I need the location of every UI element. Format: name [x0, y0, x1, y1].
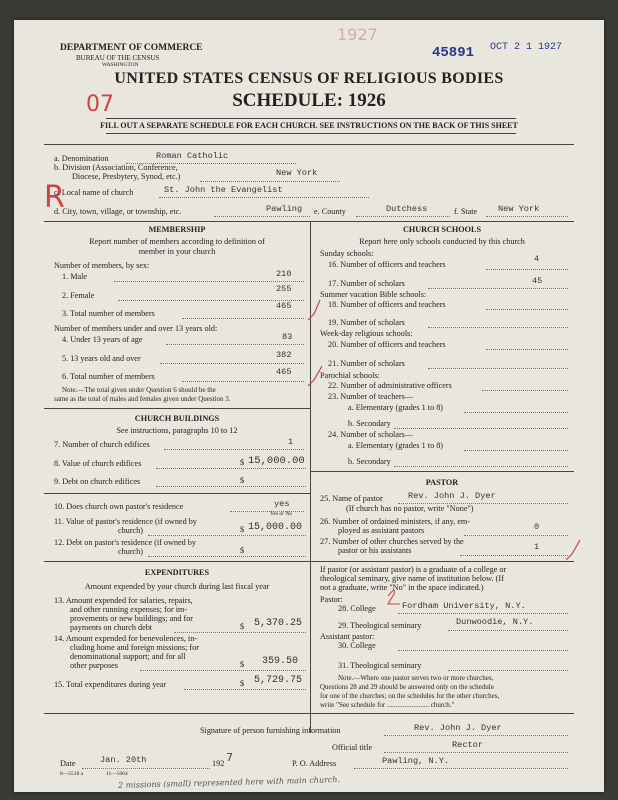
stamp-date: OCT 2 1 1927 [490, 42, 563, 53]
q20-label: 20. Number of officers and teachers [328, 340, 446, 349]
q24a-label: a. Elementary (grades 1 to 8) [348, 441, 444, 450]
buildings-heading: CHURCH BUILDINGS [134, 414, 220, 423]
pastor-note-3: for one of the churches; on the schedules for the other churches, [320, 692, 500, 700]
membership-intro-1: Report number of members according to definition of [89, 237, 265, 246]
q1-label: 1. Male [62, 272, 88, 281]
q29-seminary: Dunwoodie, N.Y. [456, 617, 534, 627]
membership-heading: MEMBERSHIP [148, 225, 206, 234]
church-name-value: St. John the Evangelist [164, 185, 283, 195]
q19-label: 19. Number of scholars [328, 318, 405, 327]
q5-13-and-over: 382 [276, 350, 292, 360]
q12-label: 12. Debt on pastor's residence (if owned by [54, 538, 196, 547]
q11-value: 15,000.00 [248, 522, 303, 533]
q16-label: 16. Number of officers and teachers [328, 260, 446, 269]
q8-value: 15,000.00 [248, 455, 305, 467]
date-year: 192 [212, 759, 225, 768]
pen-marks [14, 20, 604, 792]
q1-male: 210 [276, 269, 292, 279]
summer-label: Summer vacation Bible schools: [320, 290, 427, 299]
stamp-number: 45891 [432, 45, 475, 61]
denomination-label: a. Denomination [54, 154, 109, 163]
q22-label: 22. Number of administrative officers [328, 381, 452, 390]
q13-line-2: and other running expenses; for im- [70, 605, 188, 614]
division-value: New York [276, 168, 318, 178]
division-label: b. Division (Association, Conference, [54, 163, 178, 172]
q14-line-4: other purposes [70, 661, 118, 670]
q26-line-2: ployed as assistant pastors [338, 526, 425, 535]
q2-female: 255 [276, 284, 292, 294]
q25-note: (If church has no pastor, write "None") [346, 504, 474, 513]
county-value: Dutchess [386, 204, 428, 214]
q17-label: 17. Number of scholars [328, 279, 405, 288]
college-note-1: If pastor (or assistant pastor) is a graduate of a college or [320, 565, 507, 574]
q24-label: 24. Number of scholars— [328, 430, 414, 439]
census-schedule-form [14, 20, 604, 792]
denomination-value: Roman Catholic [156, 151, 229, 161]
q6-label: 6. Total number of members [62, 372, 155, 381]
sunday-label: Sunday schools: [320, 249, 374, 258]
date-value: Jan. 20th [100, 755, 147, 765]
q10-value: yes [274, 499, 290, 509]
parochial-label: Parochial schools: [320, 371, 380, 380]
form-subtitle: SCHEDULE: 1926 [232, 90, 386, 111]
q17-value: 45 [532, 276, 543, 286]
pastor-sub-label: Pastor: [320, 595, 343, 604]
date-label: Date [60, 759, 76, 768]
handwritten-code: 07 [86, 92, 114, 117]
county-label: e. County [314, 207, 346, 216]
handwritten-r: R [44, 180, 65, 215]
q29-label: 29. Theological seminary [338, 621, 422, 630]
q21-label: 21. Number of scholars [328, 359, 405, 368]
membership-note-2: same as the total of males and females given under Question 3. [54, 395, 231, 403]
q11-dollar: $ [240, 525, 245, 534]
by-sex-label: Number of members, by sex: [54, 261, 150, 270]
college-note-3: not a graduate, write "No" in the space indicated.) [320, 583, 484, 592]
q26-value: 0 [534, 522, 540, 532]
faded-stamp: 1927 [337, 25, 378, 44]
q24b-label: b. Secondary [348, 457, 391, 466]
age-label: Number of members under and over 13 years old: [54, 324, 218, 333]
q28-college: Fordham University, N.Y. [402, 601, 526, 611]
q14-value: 359.50 [262, 656, 299, 667]
q23b-label: b. Secondary [348, 419, 391, 428]
pastor-heading: PASTOR [425, 478, 459, 487]
q12-label-2: church) [118, 547, 144, 556]
q31-label: 31. Theological seminary [338, 661, 422, 670]
pastor-note-1: Note.—Where one pastor serves two or more churches, [338, 674, 494, 682]
check-mark-q6 [308, 366, 322, 386]
signature-value: Rev. John J. Dyer [414, 723, 502, 733]
q14-line-2: cluding home and foreign missions; for [70, 643, 199, 652]
q15-value: 5,729.75 [254, 675, 303, 686]
schools-sub: Report here only schools conducted by this church [359, 237, 525, 246]
college-note-2: theological seminary, give name of institution below. (If [320, 574, 504, 583]
official-title-label: Official title [332, 743, 373, 752]
q3-label: 3. Total number of members [62, 309, 155, 318]
city-label: d. City, town, village, or township, etc. [54, 207, 182, 216]
weekday-label: Week-day religious schools: [320, 329, 413, 338]
expenditures-sub: Amount expended by your church during last fiscal year [84, 582, 270, 591]
check-mark-q3 [308, 300, 320, 320]
church-name-label: c. Local name of church [54, 188, 134, 197]
form-title: UNITED STATES CENSUS OF RELIGIOUS BODIES [114, 70, 504, 87]
department-name: DEPARTMENT OF COMMERCE [60, 43, 203, 53]
q26-line-1: 26. Number of ordained ministers, if any, em- [320, 517, 470, 526]
q27-value: 1 [534, 542, 540, 552]
q8-dollar: $ [240, 458, 245, 467]
official-title-value: Rector [452, 740, 483, 750]
q2-label: 2. Female [62, 291, 95, 300]
buildings-sub: See instructions, paragraphs 10 to 12 [116, 426, 238, 435]
q13-line-3: provements or new buildings; and for [70, 614, 194, 623]
city-value: Pawling [266, 204, 303, 214]
handwritten-note: 2 missions (small) represented here with main church. [117, 775, 341, 790]
q13-value: 5,370.25 [254, 618, 303, 629]
form-number-2: 11—5064 [106, 771, 128, 777]
q15-label: 15. Total expenditures during year [54, 680, 167, 689]
state-label: f. State [454, 207, 478, 216]
q9-label: 9. Debt on church edifices [54, 477, 141, 486]
q6-total: 465 [276, 367, 292, 377]
division-label-2: Diocese, Presbytery, Synod, etc.) [72, 172, 181, 181]
assistant-pastor-label: Assistant pastor: [320, 632, 375, 641]
q11-label-2: church) [118, 526, 144, 535]
form-instruction: FILL OUT A SEPARATE SCHEDULE FOR EACH CHURCH. SEE INSTRUCTIONS ON THE BACK OF THIS SHEET [100, 121, 518, 130]
pastor-note-4: write "See schedule for ........................ church." [320, 701, 455, 709]
q4-under-13: 83 [282, 332, 293, 342]
date-year-digit: 7 [226, 751, 233, 764]
q14-line-1: 14. Amount expended for benevolences, in- [54, 634, 198, 643]
schools-heading: CHURCH SCHOOLS [402, 225, 482, 234]
q10-hint: Yes or No [270, 511, 293, 517]
q15-dollar: $ [240, 679, 245, 688]
q13-dollar: $ [240, 622, 245, 631]
membership-note-1: Note.—The total given under Question 6 should be the [62, 386, 216, 394]
po-address-label: P. O. Address [292, 759, 337, 768]
q8-label: 8. Value of church edifices [54, 459, 142, 468]
q14-dollar: $ [240, 660, 245, 669]
pastor-note-2: Questions 28 and 29 should be answered only on the schedule [320, 683, 494, 691]
bureau-city: WASHINGTON [102, 62, 139, 68]
q13-line-1: 13. Amount expended for salaries, repairs, [54, 596, 193, 605]
handwritten-2-mark [388, 590, 400, 604]
membership-intro-2: member in your church [138, 247, 216, 256]
q27-line-1: 27. Number of other churches served by the [320, 537, 464, 546]
q10-label: 10. Does church own pastor's residence [54, 502, 184, 511]
q13-line-4: payments on church debt [70, 623, 153, 632]
q28-label: 28. College [338, 604, 376, 613]
q23a-label: a. Elementary (grades 1 to 8) [348, 403, 444, 412]
state-value: New York [498, 204, 540, 214]
form-number: 8—5518 a [60, 771, 84, 777]
q12-dollar: $ [240, 546, 245, 555]
q9-dollar: $ [240, 476, 245, 485]
bureau-name: BUREAU OF THE CENSUS [76, 54, 160, 62]
signature-label: Signature of person furnishing information [200, 726, 341, 735]
q7-label: 7. Number of church edifices [54, 440, 150, 449]
q27-line-2: pastor or his assistants [338, 546, 412, 555]
q23-label: 23. Number of teachers— [328, 392, 414, 401]
q5-label: 5. 13 years old and over [62, 354, 141, 363]
po-address-value: Pawling, N.Y. [382, 756, 450, 766]
q25-pastor-name: Rev. John J. Dyer [408, 491, 496, 501]
q18-label: 18. Number of officers and teachers [328, 300, 446, 309]
q4-label: 4. Under 13 years of age [62, 335, 143, 344]
q3-total: 465 [276, 301, 292, 311]
check-mark-q27 [566, 540, 580, 560]
q7-edifices: 1 [288, 437, 294, 447]
q11-label: 11. Value of pastor's residence (if owned by [54, 517, 197, 526]
q16-value: 4 [534, 254, 540, 264]
expenditures-heading: EXPENDITURES [144, 568, 210, 577]
q30-label: 30. College [338, 641, 376, 650]
q25-label: 25. Name of pastor [320, 494, 383, 503]
q14-line-3: denominational support; and for all [70, 652, 186, 661]
